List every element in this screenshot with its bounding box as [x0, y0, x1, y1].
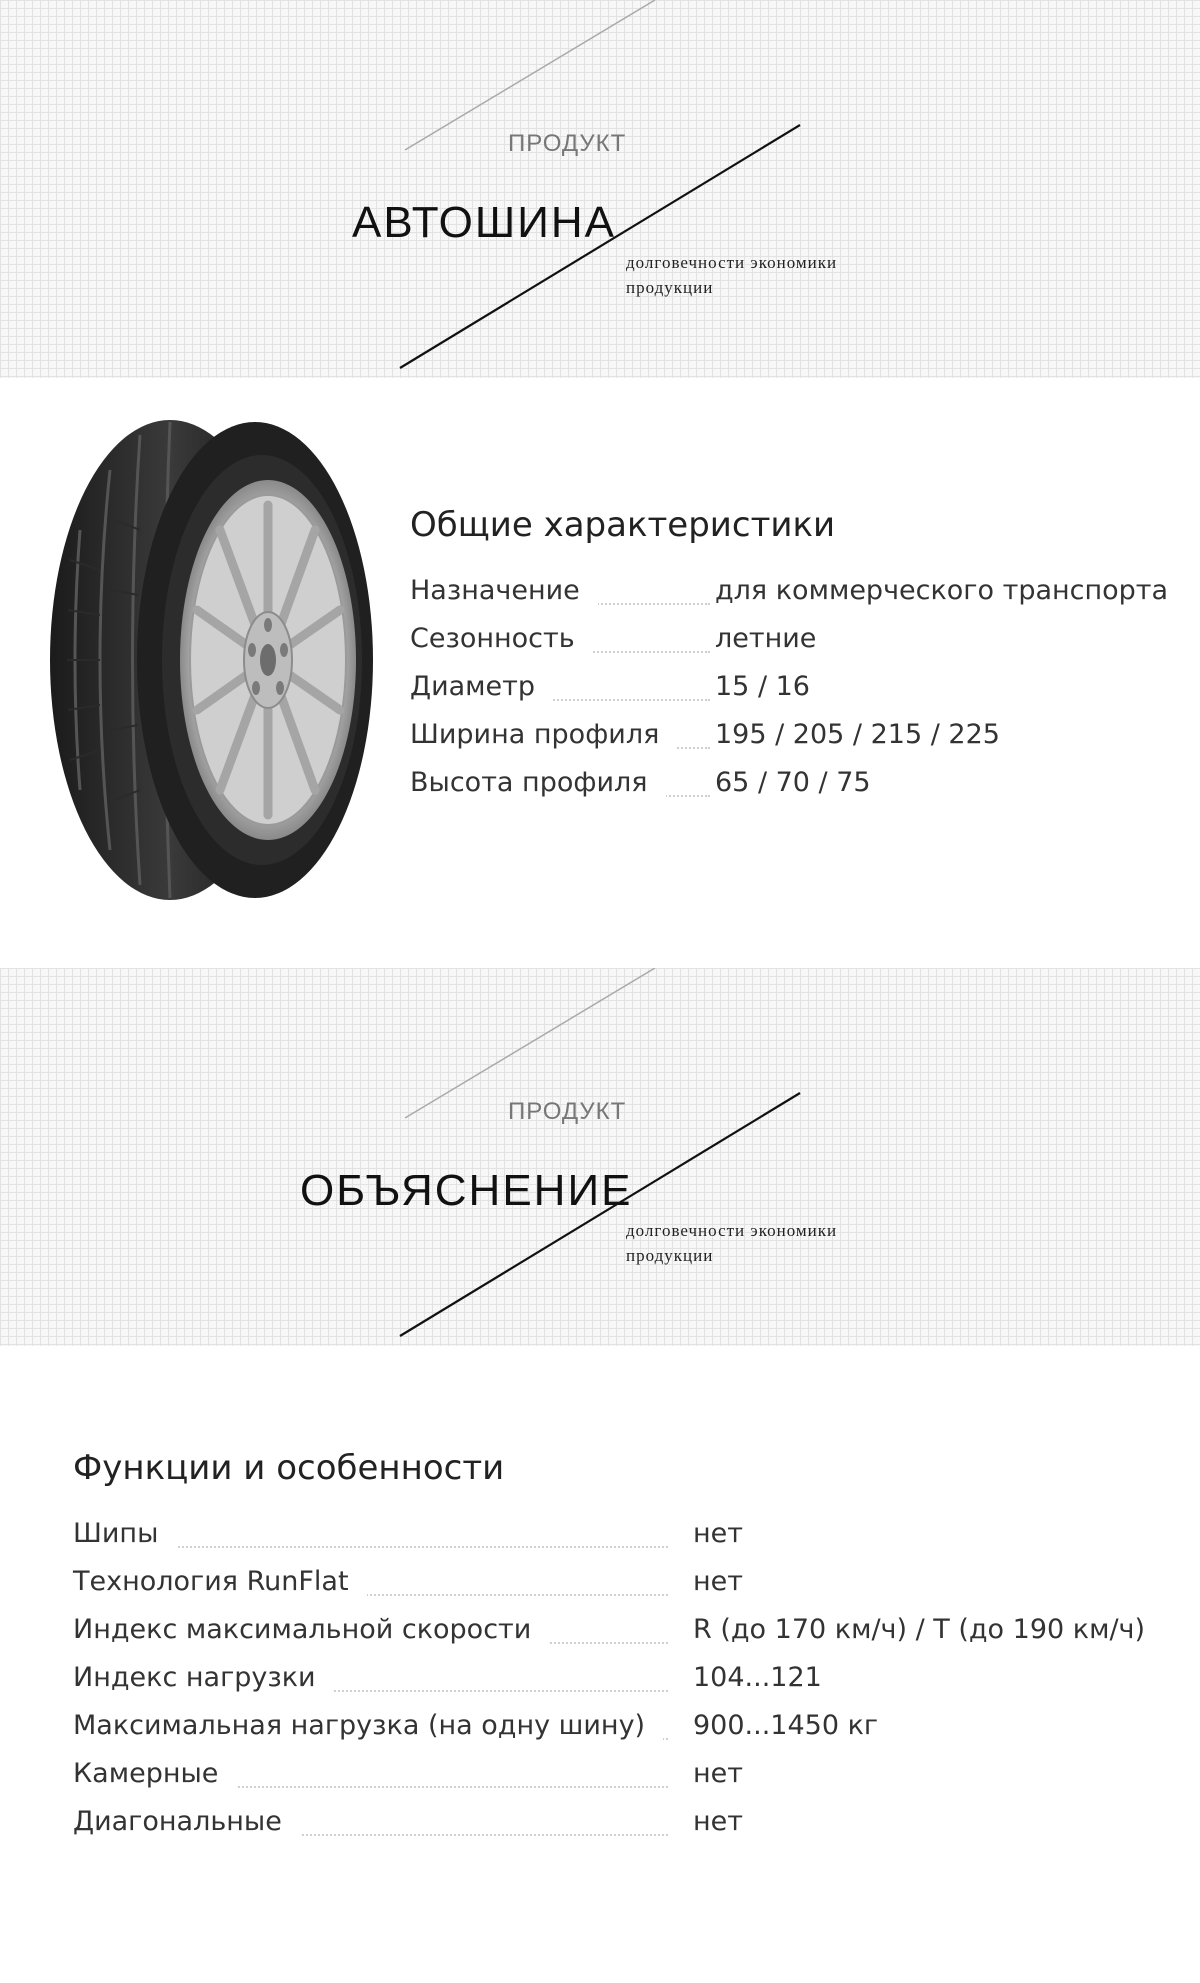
- spec-value: летние: [715, 623, 817, 654]
- spec-value: нет: [693, 1518, 743, 1549]
- spec-key: Высота профиля: [410, 767, 666, 798]
- spec-key: Ширина профиля: [410, 719, 677, 750]
- banner-diagonal-lines: [0, 0, 1200, 378]
- spec-value: нет: [693, 1806, 743, 1837]
- spec-key: Диагональные: [73, 1806, 300, 1837]
- features-specs: [73, 1448, 1173, 1837]
- spec-key: Сезонность: [410, 623, 593, 654]
- product-banner-top: [0, 0, 1200, 378]
- spec-key: Технология RunFlat: [73, 1566, 367, 1597]
- spec-value: 900...1450 кг: [693, 1710, 879, 1741]
- general-specs-heading: Общие характеристики: [410, 505, 836, 545]
- general-specs: [410, 505, 1180, 798]
- spec-value: 15 / 16: [715, 671, 810, 702]
- banner-subtitle: долговечности экономики продукции: [626, 253, 838, 297]
- spec-value: 65 / 70 / 75: [715, 767, 871, 798]
- banner-label: ПРОДУКТ: [508, 130, 627, 157]
- features-heading: Функции и особенности: [73, 1448, 505, 1488]
- spec-key: Камерные: [73, 1758, 236, 1789]
- banner-title: АВТОШИНА: [352, 198, 616, 247]
- banner-title: ОБЪЯСНЕНИЕ: [300, 1166, 633, 1215]
- spec-key: Диаметр: [410, 671, 553, 702]
- banner-diagonal-lines: [0, 968, 1200, 1346]
- spec-key: Максимальная нагрузка (на одну шину): [73, 1710, 663, 1741]
- banner-subtitle: долговечности экономики продукции: [626, 1221, 838, 1265]
- spec-key: Назначение: [410, 575, 598, 606]
- spec-value: для коммерческого транспорта: [715, 575, 1169, 606]
- spec-value: нет: [693, 1758, 743, 1789]
- banner-label: ПРОДУКТ: [508, 1098, 627, 1125]
- spec-key: Индекс максимальной скорости: [73, 1614, 549, 1645]
- spec-value: нет: [693, 1566, 743, 1597]
- spec-value: R (до 170 км/ч) / T (до 190 км/ч): [693, 1614, 1146, 1645]
- tire-image: [40, 410, 380, 910]
- spec-key: Шипы: [73, 1518, 176, 1549]
- spec-value: 195 / 205 / 215 / 225: [715, 719, 1000, 750]
- product-banner-bottom: [0, 968, 1200, 1346]
- spec-key: Индекс нагрузки: [73, 1662, 334, 1693]
- spec-value: 104...121: [693, 1662, 822, 1693]
